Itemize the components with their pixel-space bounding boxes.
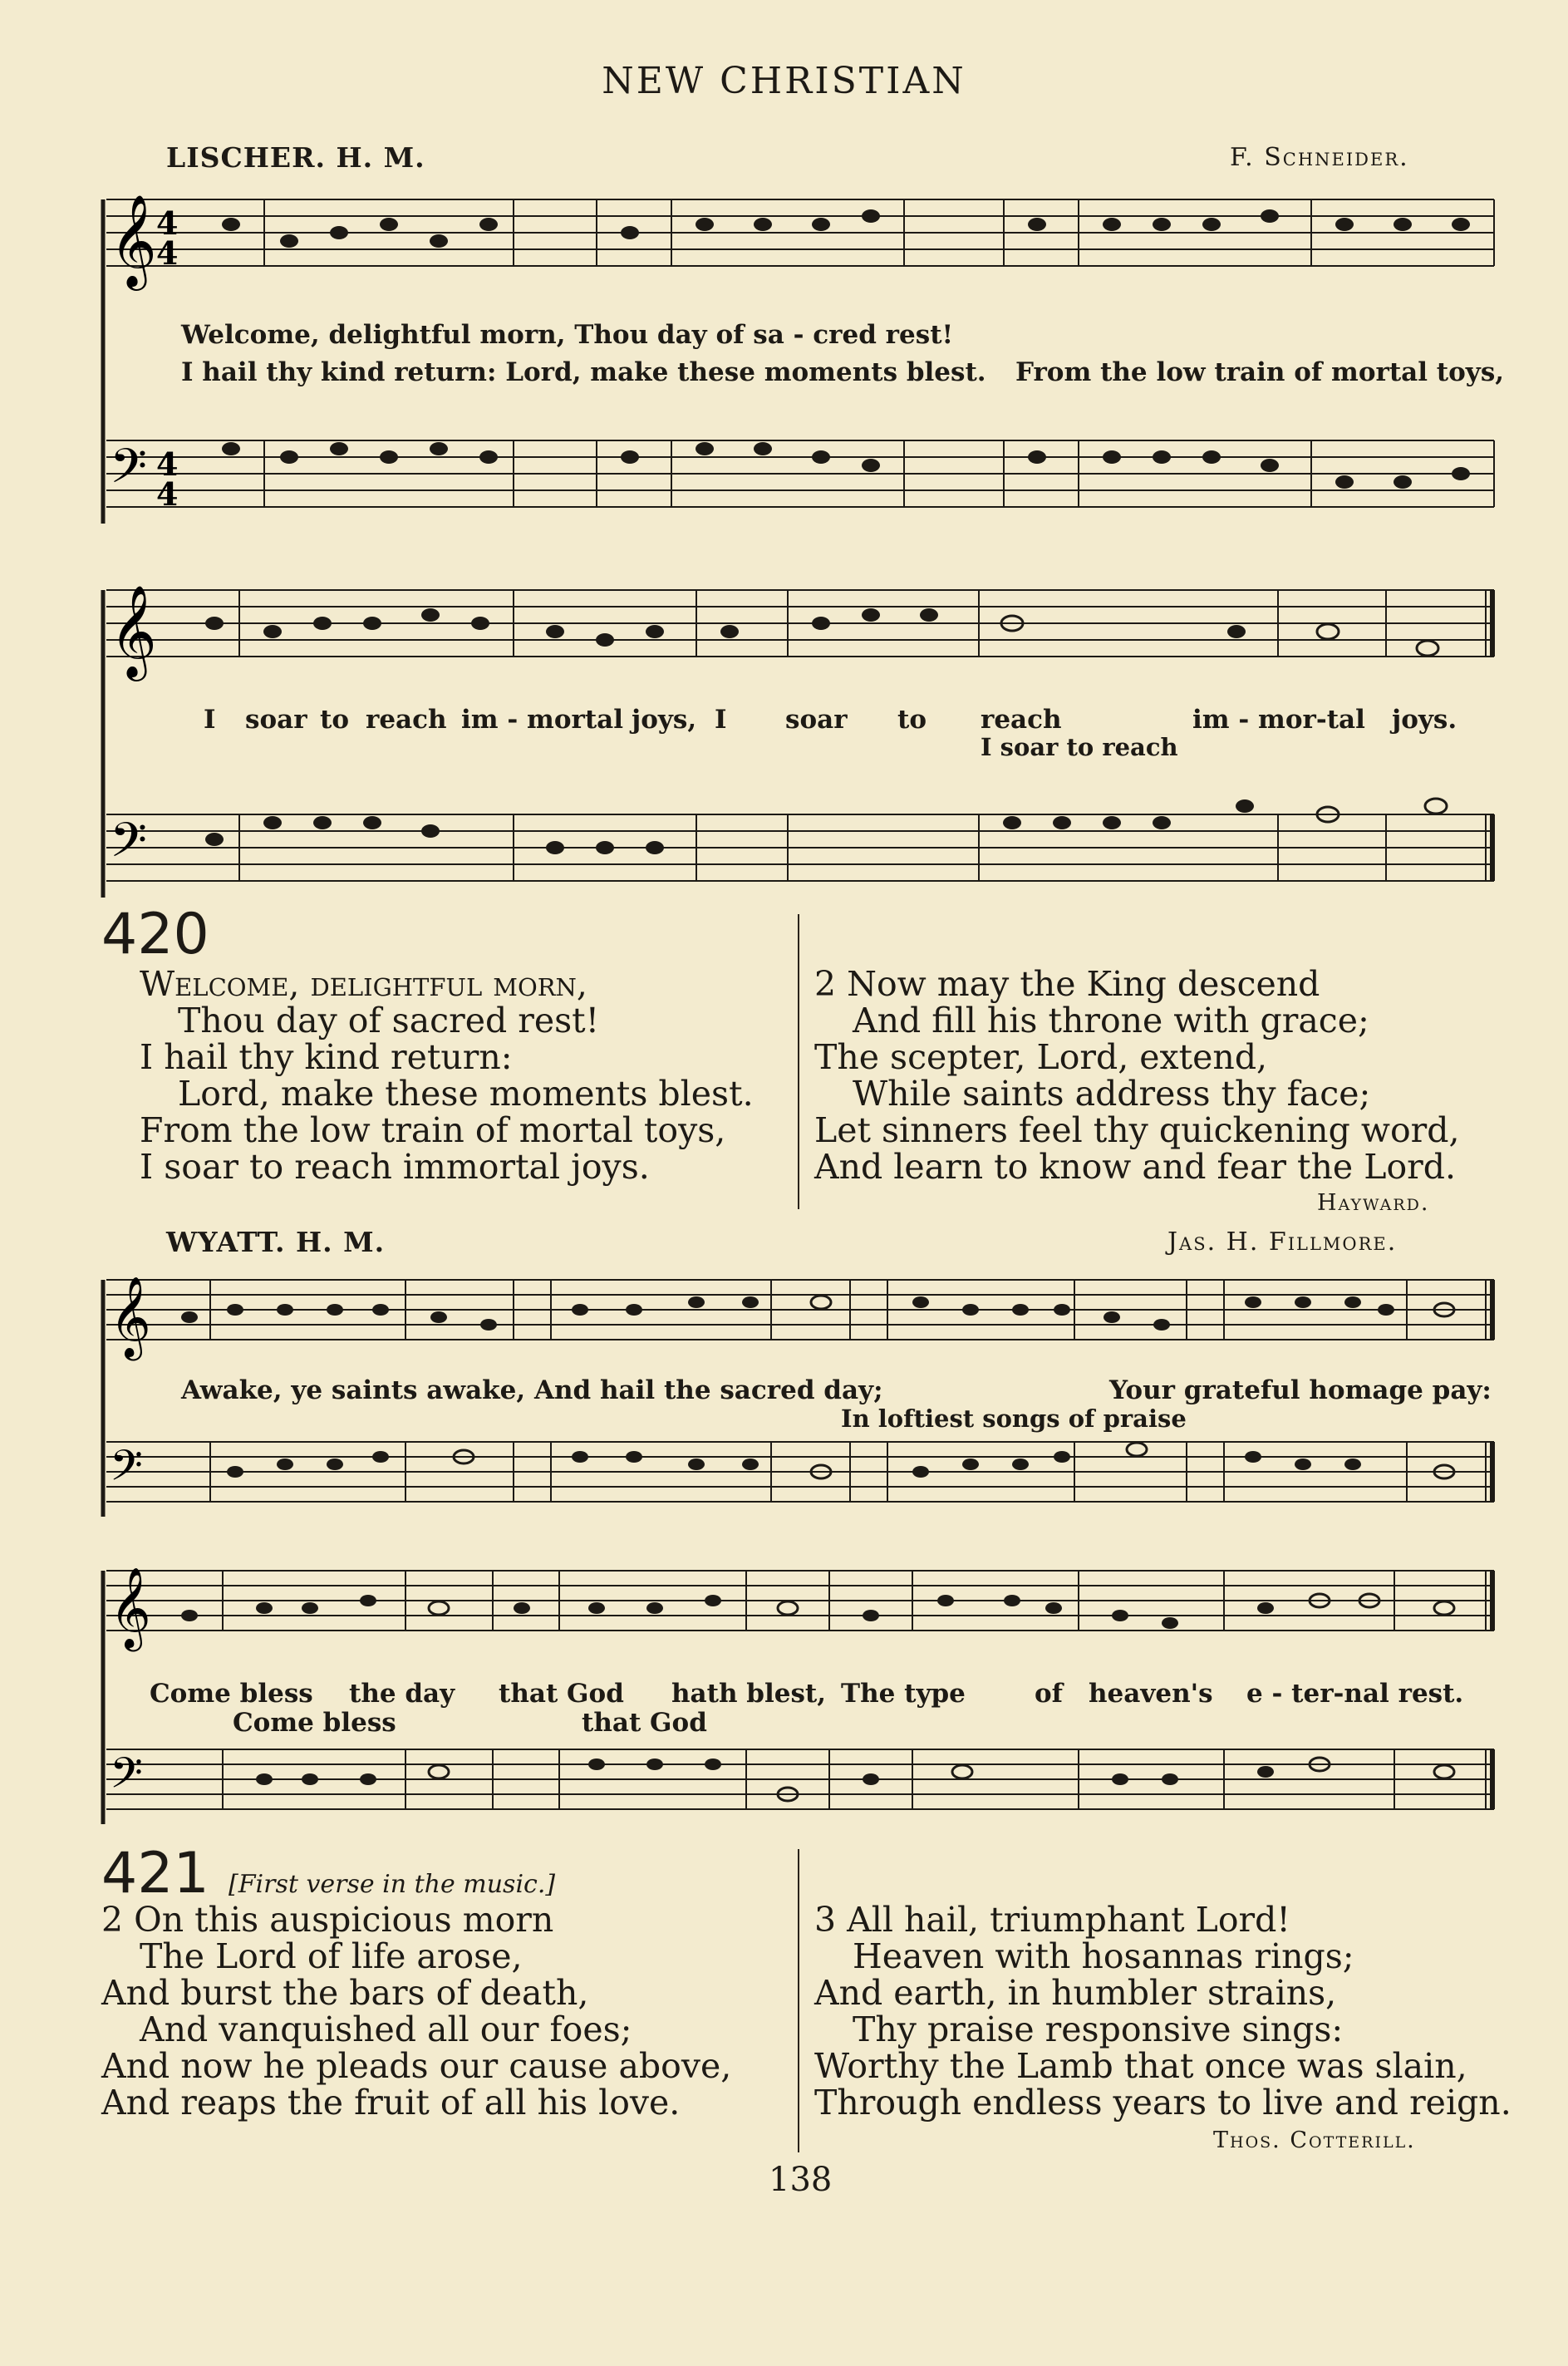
verse-line: The scepter, Lord, extend, [814,1037,1268,1077]
verse-line: Worthy the Lamb that once was slain, [814,2046,1467,2086]
verse-line: And now he pleads our cause above, [101,2046,732,2086]
verse-line: Thou day of sacred rest! [178,1001,600,1040]
lyric-421-under: that God [582,1708,707,1738]
running-head: NEW CHRISTIAN [602,60,966,102]
lyric-420-word: soar [245,705,307,735]
verse-line: And learn to know and fear the Lord. [814,1147,1457,1187]
verse-line: And earth, in humbler strains, [814,1973,1337,2013]
bass-clef-icon: 𝄢 [110,1748,143,1808]
lyric-421-right: Your grateful homage pay: [1109,1375,1492,1405]
page-number: 138 [769,2161,833,2199]
verse-line: 2 Now may the King descend [814,964,1320,1004]
lyric-421-word: the day [349,1679,455,1709]
verse-line: And reaps the fruit of all his love. [101,2083,681,2123]
verse-line: Heaven with hosannas rings; [853,1936,1354,1976]
lyric-420-word: to [897,705,927,735]
verse-line: Welcome, delightful morn, [140,964,587,1004]
lyric-420-word: im - mortal [461,705,624,735]
lyric-420-word: to [320,705,349,735]
lyric-421-word: Come bless [150,1679,313,1709]
column-rule [798,1849,799,2152]
treble-clef-icon: 𝄞 [110,584,157,677]
hymn-number-421: 421 [101,1841,209,1906]
column-rule [798,914,799,1209]
verse-line: And vanquished all our foes; [140,2009,632,2049]
lyric-421-under: In loftiest songs of praise [841,1404,1187,1433]
hymn-number-420: 420 [101,902,209,967]
lyric-421-under: Come bless [233,1708,396,1738]
tune-name-lischer: LISCHER. H. M. [166,141,425,174]
verse-line: Thy praise responsive sings: [853,2009,1344,2049]
lyric-420-line2: I hail thy kind return: Lord, make these moments blest. [181,357,986,387]
author-cotterill: Thos. Cotterill. [1213,2127,1416,2153]
treble-clef-icon: 𝄞 [110,1276,151,1357]
verse-line: 2 On this auspicious morn [101,1900,554,1940]
lyric-420-word: I [715,705,727,735]
bass-clef-icon: 𝄢 [110,438,148,506]
author-hayward: Hayward. [1317,1190,1430,1216]
treble-clef-icon: 𝄞 [110,1567,151,1648]
verse-line: Let sinners feel thy quickening word, [814,1110,1460,1150]
lyric-421-line1: Awake, ye saints awake, And hail the sacred day; [181,1375,883,1405]
lyric-420-word: joys. [1392,705,1457,735]
verse-420-1 [140,966,754,1185]
verse-line: I soar to reach immortal joys. [140,1147,650,1187]
verse-line: I hail thy kind return: [140,1037,513,1077]
svg-text:4: 4 [156,445,179,483]
tune-name-wyatt: WYATT. H. M. [166,1226,386,1258]
treble-clef-icon: 𝄞 [110,194,157,287]
lyric-421-word: heaven's [1089,1679,1213,1709]
svg-text:4: 4 [156,204,179,242]
verse-line: And burst the bars of death, [101,1973,589,2013]
verse-line: From the low train of mortal toys, [140,1110,726,1150]
verse-line: And fill his throne with grace; [853,1001,1369,1040]
bass-clef-icon: 𝄢 [110,812,148,880]
lyric-421-word: e - ter-nal rest. [1246,1679,1464,1709]
lyric-421-word: that God [499,1679,624,1709]
svg-text:4: 4 [156,234,179,272]
lyric-420-under: I soar to reach [981,733,1178,761]
lyric-420-word: soar [785,705,848,735]
bass-clef-icon: 𝄢 [110,1440,143,1501]
lyric-421-word: The type [841,1679,966,1709]
composer-fillmore: Jas. H. Fillmore. [1167,1227,1398,1257]
first-verse-note: [First verse in the music.] [229,1870,556,1899]
lyric-420-word: joys, [632,705,697,735]
lyric-420-cont: From the low train of mortal toys, [1015,357,1505,387]
verse-421-3 [814,1901,1511,2121]
lyric-420-word: im - mor-tal [1192,705,1365,735]
lyric-421-word: hath blest, [671,1679,827,1709]
verse-420-2 [814,966,1460,1185]
lyric-420-word: I [204,705,216,735]
music-system-420-2 [98,573,1498,914]
svg-text:4: 4 [156,475,179,513]
verse-line: While saints address thy face; [853,1074,1371,1114]
lyric-421-word: of [1035,1679,1064,1709]
verse-line: 3 All hail, triumphant Lord! [814,1900,1290,1940]
lyric-420-word: reach [366,705,447,735]
lyric-420-line1: Welcome, delightful morn, Thou day of sa - cred rest! [181,320,954,350]
verse-421-2 [101,1901,731,2121]
verse-line: Through endless years to live and reign. [814,2083,1511,2123]
staff-system-420-2 [98,573,1498,914]
lyric-420-word: reach [981,705,1062,735]
verse-line: Lord, make these moments blest. [178,1074,754,1114]
composer-schneider: F. Schneider. [1230,143,1409,172]
verse-line: The Lord of life arose, [140,1936,523,1976]
